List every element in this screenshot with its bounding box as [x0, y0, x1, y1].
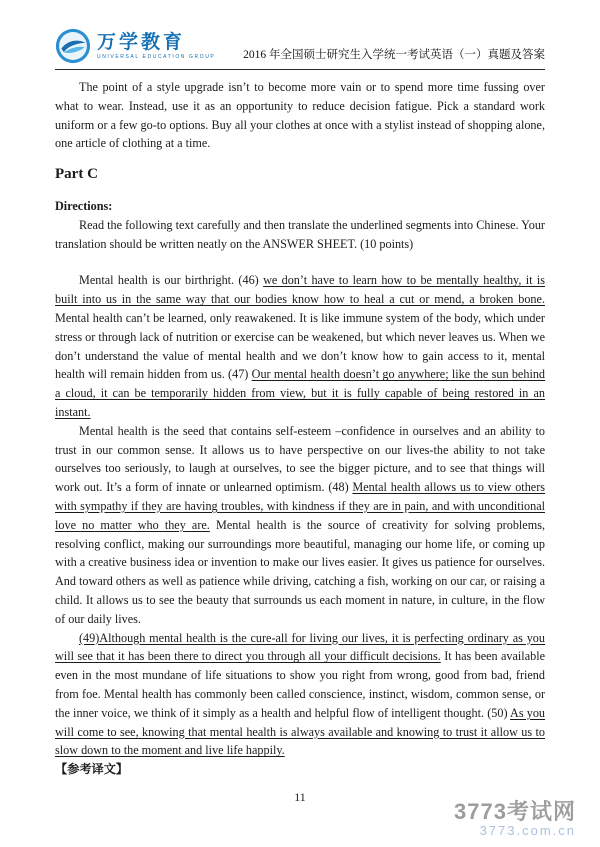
text-segment: Mental health is the source of creativity for solving problems, resolving conflict, making our surroundings more beautiful, managing our home life, or coming up with a creative business idea or invention to make our lives easier. It gives us patience for ourselves. And toward others as well as patience while driving, catching a fish, working on our car, or raising a child. It allows us to see the beauty that surrounds us each moment in nature, in culture, in the flow of our daily lives.	[55, 517, 545, 626]
text-segment: Mental health is our birthright. (46)	[79, 273, 264, 288]
text-segment: It has been available even in the most mundane of life situations to show you right from wrong, good from bad, friend from foe. Mental health has commonly been called conscience, instinct, wisdom, common sense, or the inner voice, we think of it simply as a health and helpful flow of intelligent thought. (50)	[55, 649, 545, 720]
underlined-segment: we don’t have to learn how to be mentally healthy, it is built into us in the same way that our bodies know how to heal a cut or mend, a broken bone.	[55, 273, 545, 307]
watermark-site-name: 3773考试网	[454, 798, 576, 824]
underlined-segment: Mental health allows us to view others with sympathy if they are having troubles, with kindness if they are in pain, and with unconditional love no matter who they are.	[55, 480, 545, 532]
directions-text: Read the following text carefully and then translate the underlined segments into Chinese. Your translation should be written neatly on the ANSWER SHEET. (10 points)	[55, 217, 545, 251]
logo	[55, 28, 215, 64]
document-title: 2016 年全国硕士研究生入学统一考试英语（一）真题及答案	[243, 49, 545, 61]
document-content	[55, 78, 545, 779]
paragraph	[55, 629, 545, 761]
logo-subtext: UNIVERSAL EDUCATION GROUP	[97, 53, 216, 60]
paragraph	[55, 271, 545, 421]
underlined-segment: (49)Although mental health is the cure-all for living our lives, it is perfecting ordinary as you will see that it has been there to direct you through all your difficult decisions.	[55, 630, 545, 664]
logo-text-block	[97, 33, 215, 60]
directions-label: Directions:	[55, 198, 113, 213]
logo-text: 万学教育	[97, 31, 186, 53]
translation-paragraphs	[55, 271, 545, 760]
underlined-segment: As you will come to see, knowing that mental health is always available and knowing to trust it allow us to slow down to the moment and live life happily.	[55, 705, 546, 758]
page-number: 11	[294, 790, 306, 804]
watermark-site-url: 3773.com.cn	[479, 823, 576, 839]
reference-translation-label: 【参考译文】	[55, 762, 129, 777]
text-segment: Mental health can’t be learned, only reawakened. It is like immune system of the body, which under stress or through lack of nutrition or exercise can be weakened, but which never leaves us. When we don’t understand the value of mental health and we don’t know how to gain access to it, mental health will remain hidden from us. (47)	[55, 310, 545, 382]
part-c-heading: Part C	[55, 166, 98, 183]
text-segment: Mental health is the seed that contains self-esteem –confidence in ourselves and an ability to trust in our common sense. It allows us to have perspective on our lives-the ability to not take ourselves too seriously, to laugh at ourselves, to see the bigger picture, and to see that things will work out. It’s a form of innate or unlearned optimism. (48)	[55, 423, 545, 495]
wanxue-logo-icon	[55, 28, 91, 64]
underlined-segment: Our mental health doesn’t go anywhere; like the sun behind a cloud, it can be temporarily hidden from view, but it is fully capable of being restored in an instant.	[55, 367, 546, 419]
page-header	[55, 28, 545, 70]
paragraph	[55, 422, 545, 629]
site-watermark	[454, 799, 576, 839]
intro-paragraph: The point of a style upgrade isn’t to become more vain or to spend more time fussing over what to wear. Instead, use it as an opportunity to reduce decision fatigue. Pick a standard work uniform or a few go-to options. Buy all your clothes at once with a stylist instead of shopping alone, one article of clothing at a time.	[55, 80, 545, 151]
